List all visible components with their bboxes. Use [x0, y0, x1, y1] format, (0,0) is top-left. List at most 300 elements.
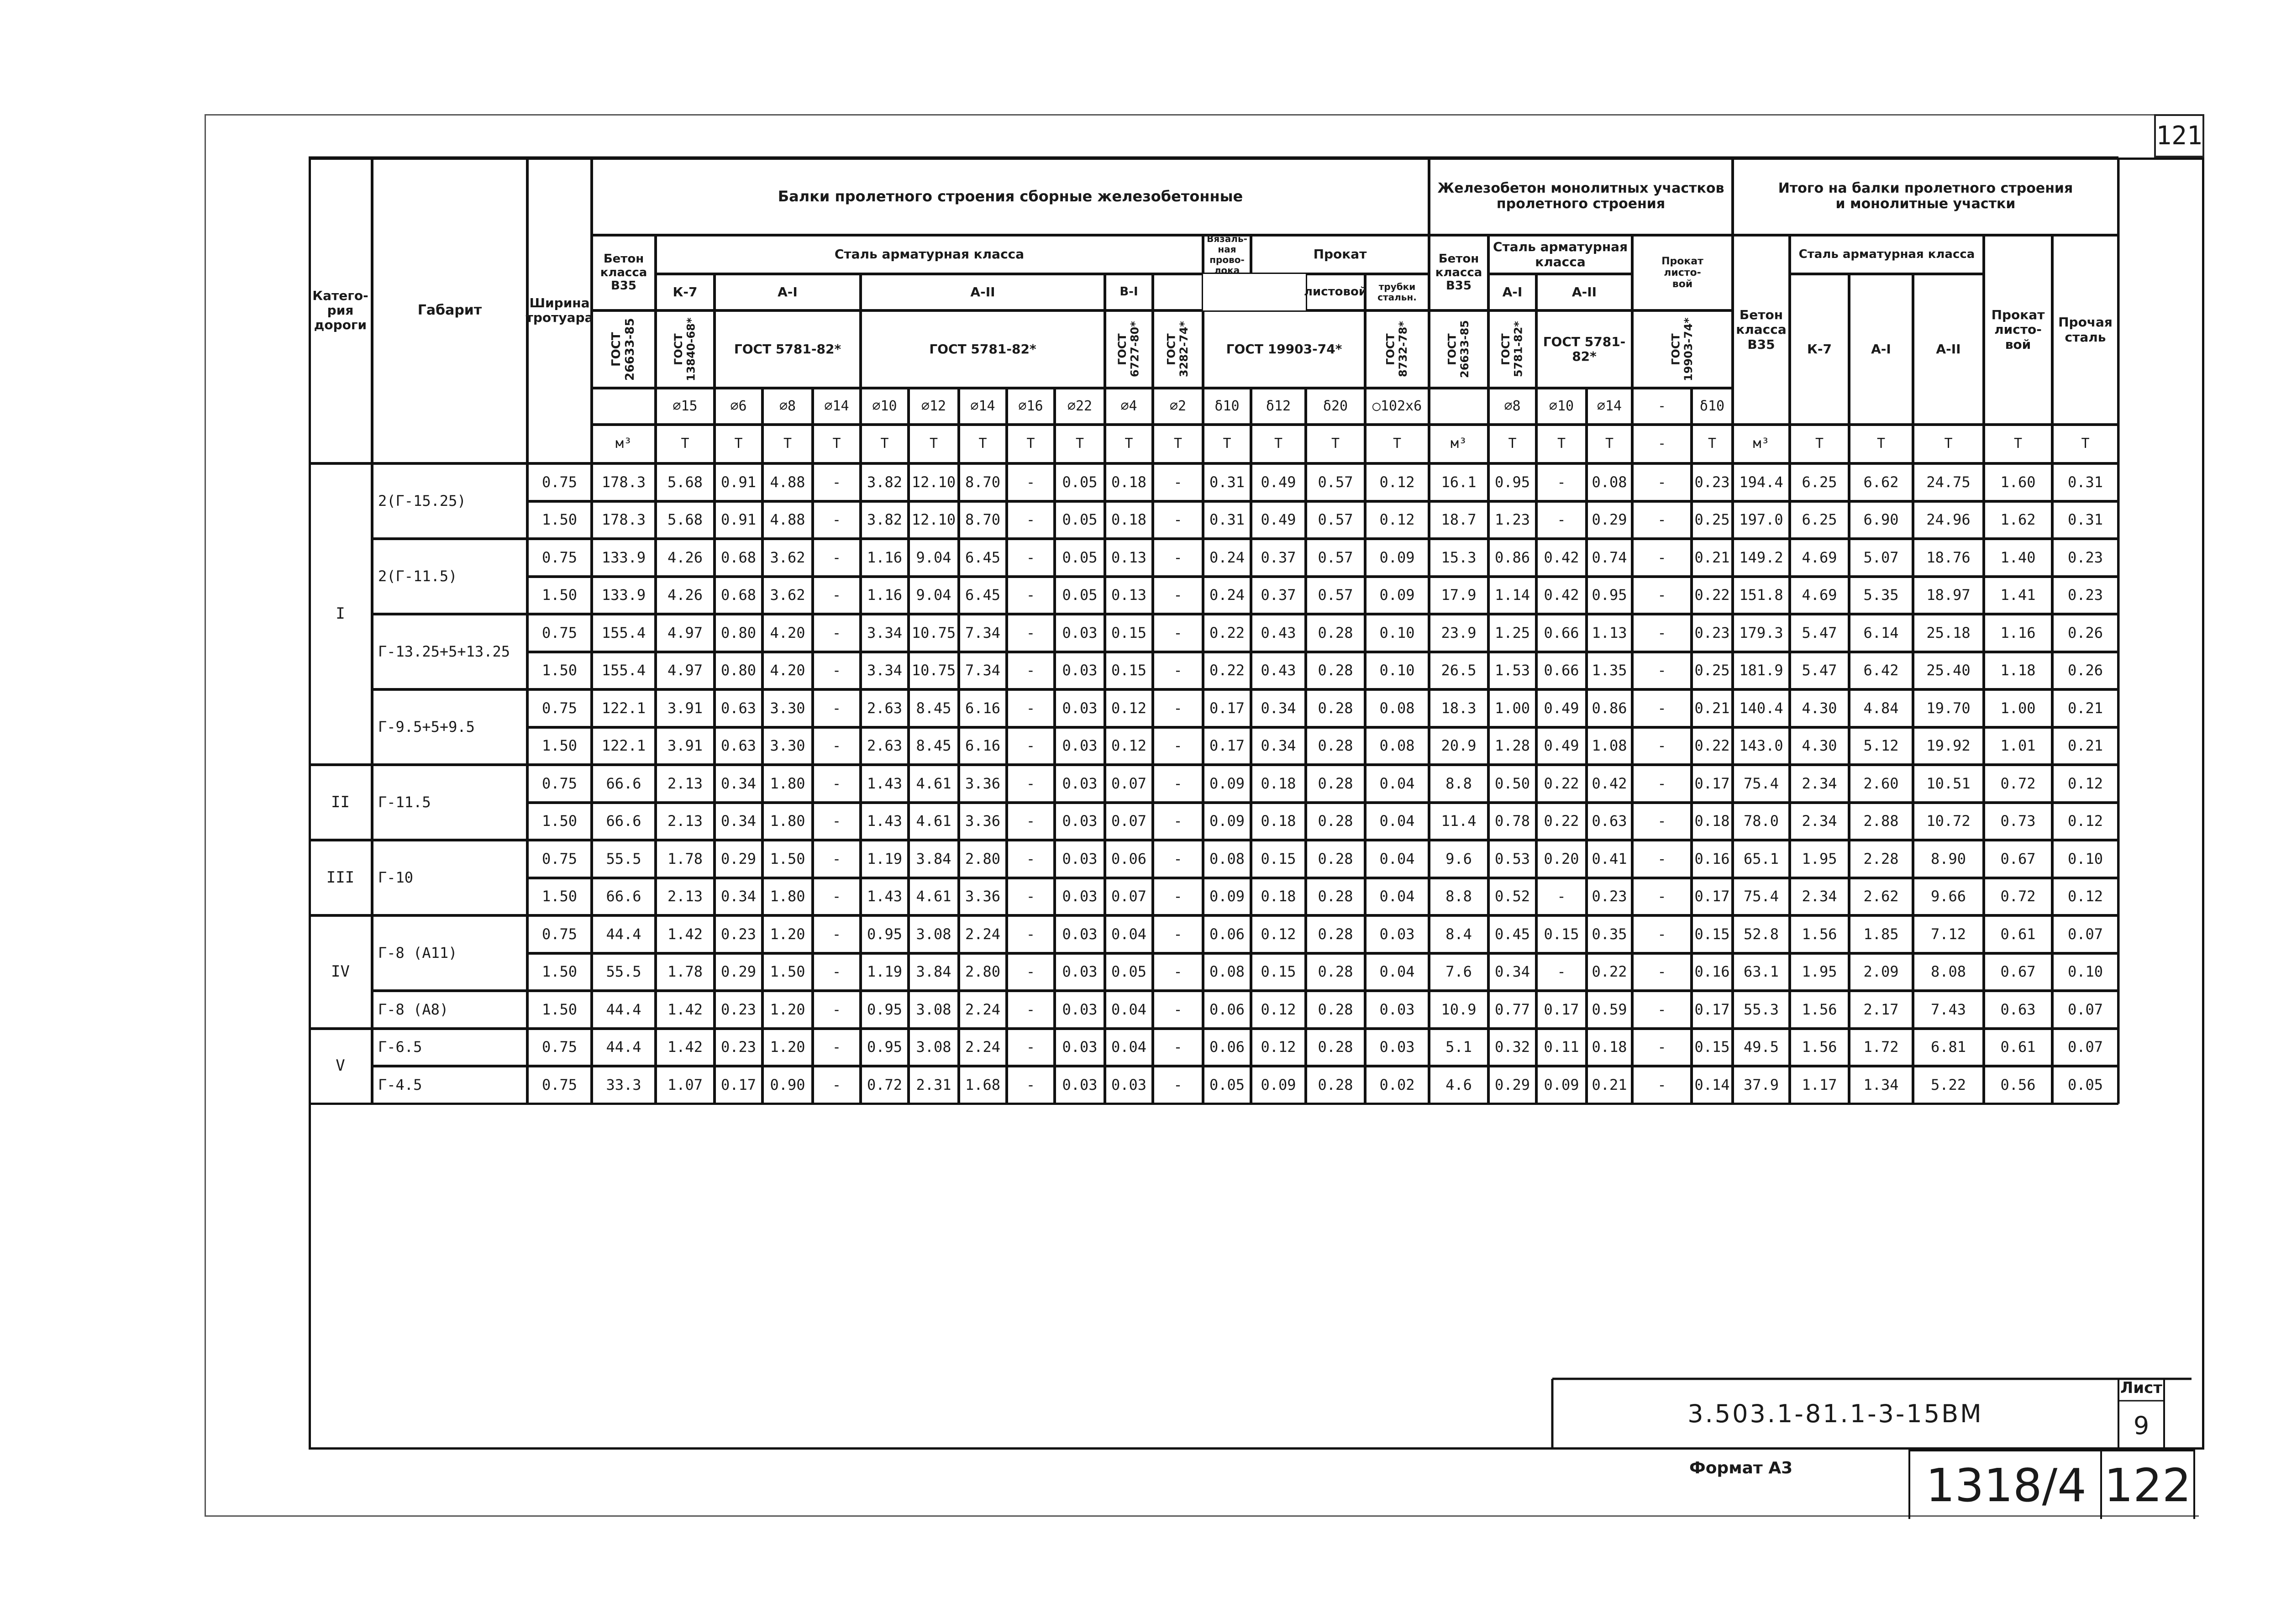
document-code: 3.503.1-81.1-3-15ВМ	[1687, 1399, 1983, 1428]
header-mono-prokat-text: Прокат листо- вой	[1661, 255, 1703, 290]
header-listovoy-text: листовой	[1303, 285, 1367, 299]
table-cell-text: 0.04	[1379, 812, 1415, 830]
table-cell-text: 2.24	[965, 925, 1001, 943]
table-cell-text: 0.03	[1062, 963, 1098, 981]
table-cell-text: 0.17	[1209, 699, 1245, 717]
table-cell-text: 0.03	[1111, 1076, 1147, 1093]
table-cell-text: 1.85	[1863, 925, 1899, 943]
table-cell-text: 5.68	[667, 511, 703, 529]
table-cell-text: 0.74	[1592, 548, 1627, 566]
table-cell-text: 23.9	[1441, 624, 1477, 641]
table-cell-text: 0.24	[1209, 586, 1245, 604]
table-cell-text: 2.63	[867, 737, 903, 755]
table-cell-text: -	[1026, 812, 1035, 830]
table-cell-text: 0.12	[1111, 737, 1147, 755]
unit-label-text: Т	[880, 436, 889, 452]
table-cell-text: 1.80	[770, 888, 805, 905]
table-cell-text: -	[1657, 1000, 1666, 1018]
table-cell-text: 0.22	[1592, 963, 1627, 981]
table-cell-text: 4.6	[1445, 1076, 1472, 1093]
table-cell-text: 0.72	[867, 1076, 903, 1093]
table-cell-text: -	[832, 624, 841, 641]
table-cell-text: 0.75	[541, 850, 578, 867]
table-cell-text: 4.84	[1863, 699, 1899, 717]
table-cell-text: 0.75	[541, 925, 578, 943]
table-cell-text: 4.61	[916, 888, 951, 905]
header-b1-text: В-I	[1119, 285, 1138, 299]
table-cell-text: 0.03	[1062, 925, 1098, 943]
table-cell-text: 0.72	[2000, 774, 2036, 792]
table-cell-text: 1.80	[770, 774, 805, 792]
table-cell-text: 8.8	[1445, 774, 1472, 792]
table-cell-text: 6.16	[965, 699, 1001, 717]
table-cell-text: 1.80	[770, 812, 805, 830]
table-cell-text: -	[1657, 888, 1666, 905]
header-gost-19903-text: ГОСТ 19903-74*	[1226, 341, 1342, 357]
size-label-text: ⌀12	[921, 398, 946, 414]
table-cell-text: -	[1173, 850, 1183, 867]
table-cell-text: 140.4	[1739, 699, 1783, 717]
table-cell-text: -	[1557, 473, 1566, 491]
gabarit-text: Г-10	[378, 869, 414, 887]
table-cell-text: 78.0	[1743, 812, 1779, 830]
table-cell-text: -	[1557, 963, 1566, 981]
table-cell-text: 6.25	[1802, 511, 1837, 529]
table-cell-text: 24.96	[1926, 511, 1971, 529]
table-cell-text: 0.03	[1062, 812, 1098, 830]
table-cell-text: 0.50	[1494, 774, 1530, 792]
table-cell-text: 0.31	[2067, 511, 2103, 529]
header-mono-a1-text: А-I	[1502, 284, 1523, 300]
header-mono-a2-text: А-II	[1571, 284, 1597, 300]
table-cell-text: 25.18	[1926, 624, 1971, 641]
gabarit-text: 2(Г-11.5)	[378, 568, 457, 585]
table-cell-text: -	[832, 1038, 841, 1056]
table-cell-text: 2.34	[1802, 774, 1837, 792]
table-cell-text: 0.28	[1318, 624, 1353, 641]
unit-label-text: Т	[1393, 436, 1402, 452]
table-cell-text: 3.08	[916, 1038, 951, 1056]
table-cell-text: -	[1173, 662, 1183, 679]
table-cell-text: 0.95	[1592, 586, 1627, 604]
size-label-text: -	[1657, 398, 1666, 414]
table-cell-text: 1.50	[541, 511, 578, 529]
table-cell-text: -	[1173, 473, 1183, 491]
table-cell-text: 0.15	[1694, 925, 1730, 943]
table-cell-text: 0.61	[2000, 925, 2036, 943]
unit-label-text: Т	[734, 436, 743, 452]
table-cell-text: 0.08	[1379, 737, 1415, 755]
table-cell-text: 55.5	[606, 963, 641, 981]
table-cell-text: 3.36	[965, 888, 1001, 905]
table-cell-text: 66.6	[606, 774, 641, 792]
table-cell-text: 55.5	[606, 850, 641, 867]
table-cell-text: 0.25	[1694, 511, 1730, 529]
table-cell-text: -	[1026, 624, 1035, 641]
table-cell-text: 1.40	[2000, 548, 2036, 566]
gabarit-text: Г-13.25+5+13.25	[378, 643, 510, 661]
table-cell-text: 0.80	[720, 662, 757, 679]
table-cell-text: 1.50	[541, 586, 578, 604]
table-cell-text: 3.36	[965, 812, 1001, 830]
header-total-steel-text: Сталь арматурная класса	[1798, 247, 1975, 261]
table-cell-text: 0.17	[1694, 1000, 1730, 1018]
table-cell-text: 2.31	[916, 1076, 951, 1093]
unit-label-text: Т	[978, 436, 987, 452]
table-cell-text: 0.42	[1544, 548, 1579, 566]
table-cell-text: 1.42	[667, 1038, 703, 1056]
header-total-beton-text: Бетон класса В35	[1736, 307, 1787, 352]
table-cell-text: -	[1026, 1038, 1035, 1056]
table-cell-text: 0.78	[1494, 812, 1530, 830]
table-cell-text: 0.34	[720, 774, 757, 792]
table-cell-text: 5.1	[1445, 1038, 1472, 1056]
header-a2-text: А-II	[970, 284, 995, 300]
table-cell-text: 0.37	[1261, 586, 1296, 604]
table-cell-text: -	[1657, 737, 1666, 755]
table-cell-text: 0.03	[1062, 1000, 1098, 1018]
road-category-text: I	[336, 604, 345, 623]
table-cell-text: -	[1173, 511, 1183, 529]
table-cell-text: 0.28	[1318, 662, 1353, 679]
table-cell-text: -	[1026, 699, 1035, 717]
table-cell-text: -	[1657, 812, 1666, 830]
unit-label-text: м³	[1753, 436, 1770, 452]
table-cell-text: 0.23	[720, 1000, 757, 1018]
table-cell-text: 0.90	[770, 1076, 805, 1093]
table-cell-text: 0.12	[1111, 699, 1147, 717]
table-cell-text: 0.28	[1318, 963, 1353, 981]
table-cell-text: 0.80	[720, 624, 757, 641]
table-cell-text: 4.97	[667, 624, 703, 641]
table-cell-text: 0.95	[867, 1038, 903, 1056]
gabarit-text: Г-9.5+5+9.5	[378, 718, 475, 736]
table-cell-text: 194.4	[1739, 473, 1783, 491]
table-cell-text: 6.81	[1930, 1038, 1966, 1056]
table-cell-text: -	[1657, 699, 1666, 717]
table-cell-text: 133.9	[601, 586, 646, 604]
table-cell-text: 0.75	[541, 1076, 578, 1093]
table-cell-text: 2.80	[965, 963, 1001, 981]
table-cell-text: 2.13	[667, 888, 703, 905]
table-cell-text: 0.63	[2000, 1000, 2036, 1018]
table-cell-text: 0.17	[1694, 888, 1730, 905]
table-cell-text: 0.49	[1544, 737, 1579, 755]
table-cell-text: 0.12	[1261, 925, 1296, 943]
table-cell-text: 4.88	[770, 473, 805, 491]
table-cell-text: 0.18	[1111, 511, 1147, 529]
table-cell-text: 0.05	[1111, 963, 1147, 981]
table-cell-text: 0.28	[1318, 699, 1353, 717]
table-cell-text: 3.91	[667, 737, 703, 755]
table-cell-text: -	[1657, 473, 1666, 491]
unit-label-text: м³	[1450, 436, 1467, 452]
table-cell-text: 0.23	[2067, 548, 2103, 566]
table-cell-text: 0.20	[1544, 850, 1579, 867]
size-label-text: ⌀14	[1597, 398, 1622, 414]
unit-label-text: Т	[1557, 436, 1566, 452]
table-cell-text: 1.95	[1802, 963, 1837, 981]
table-cell-text: 0.42	[1544, 586, 1579, 604]
table-cell-text: 0.15	[1111, 662, 1147, 679]
table-cell-text: 1.34	[1863, 1076, 1899, 1093]
table-cell-text: 0.12	[1261, 1000, 1296, 1018]
table-cell-text: 0.56	[2000, 1076, 2036, 1093]
table-cell-text: 8.4	[1445, 925, 1472, 943]
header-total-a2-text: А-II	[1936, 341, 1961, 357]
table-cell-text: 155.4	[601, 662, 646, 679]
unit-label-text: Т	[681, 436, 689, 452]
table-cell-text: 3.34	[867, 624, 903, 641]
table-cell-text: 0.03	[1379, 1038, 1415, 1056]
table-cell-text: 0.10	[2067, 963, 2103, 981]
table-cell-text: 1.14	[1494, 586, 1530, 604]
table-cell-text: 0.15	[1261, 963, 1296, 981]
table-cell-text: -	[1026, 737, 1035, 755]
table-cell-text: 0.04	[1379, 774, 1415, 792]
table-cell-text: 0.13	[1111, 586, 1147, 604]
table-cell-text: 0.13	[1111, 548, 1147, 566]
table-cell-text: 0.09	[1379, 586, 1415, 604]
table-cell-text: 2.60	[1863, 774, 1899, 792]
table-cell-text: -	[1557, 511, 1566, 529]
table-cell-text: -	[1173, 1076, 1183, 1093]
gabarit-text: Г-8 (А11)	[378, 944, 457, 962]
table-cell-text: 0.34	[720, 812, 757, 830]
table-cell-text: 0.49	[1544, 699, 1579, 717]
table-cell-text: 0.91	[720, 511, 757, 529]
table-cell-text: 181.9	[1739, 662, 1783, 679]
size-label-text: ⌀2	[1169, 398, 1187, 414]
table-cell-text: -	[1657, 774, 1666, 792]
table-cell-text: 0.03	[1062, 662, 1098, 679]
header-gost-5781-a2-text: ГОСТ 5781-82*	[929, 341, 1036, 357]
table-cell-text: 0.75	[541, 548, 578, 566]
table-cell-text: 0.28	[1318, 737, 1353, 755]
table-cell-text: -	[1657, 586, 1666, 604]
header-precast-steel-text: Сталь арматурная класса	[834, 247, 1025, 262]
unit-label-text: Т	[1331, 436, 1340, 452]
unit-label-text: Т	[1223, 436, 1231, 452]
sheet-label: Лист	[2120, 1379, 2162, 1397]
table-cell-text: 2.63	[867, 699, 903, 717]
table-cell-text: 1.08	[1592, 737, 1627, 755]
unit-label-text: м³	[615, 436, 632, 452]
table-cell-text: 2.24	[965, 1038, 1001, 1056]
table-cell-text: 4.30	[1802, 737, 1837, 755]
table-cell-text: -	[832, 812, 841, 830]
table-cell-text: 0.09	[1209, 774, 1245, 792]
table-cell-text: 0.12	[2067, 774, 2103, 792]
table-cell-text: 0.34	[720, 888, 757, 905]
table-cell-text: 26.5	[1441, 662, 1477, 679]
header-total-text: Итого на балки пролетного строения и монолитные участки	[1778, 180, 2073, 212]
table-cell-text: 1.78	[667, 963, 703, 981]
table-cell-text: 3.30	[770, 699, 805, 717]
table-cell-text: 0.53	[1494, 850, 1530, 867]
table-cell-text: 19.70	[1926, 699, 1971, 717]
table-cell-text: -	[832, 699, 841, 717]
table-cell-text: -	[1026, 963, 1035, 981]
gabarit-text: Г-6.5	[378, 1038, 422, 1056]
table-cell-text: 0.52	[1494, 888, 1530, 905]
table-cell-text: 0.22	[1209, 624, 1245, 641]
table-cell-text: -	[832, 850, 841, 867]
table-cell-text: 0.04	[1111, 925, 1147, 943]
table-cell-text: 0.49	[1261, 511, 1296, 529]
table-cell-text: -	[832, 662, 841, 679]
table-cell-text: 0.57	[1318, 586, 1353, 604]
table-cell-text: 0.23	[720, 1038, 757, 1056]
table-cell-text: -	[1026, 548, 1035, 566]
size-label-text: δ10	[1214, 398, 1240, 414]
table-cell-text: 0.04	[1379, 850, 1415, 867]
road-category-text: IV	[331, 962, 350, 981]
table-cell-text: 0.09	[1209, 888, 1245, 905]
table-cell-text: 11.4	[1441, 812, 1477, 830]
table-cell-text: 122.1	[601, 699, 646, 717]
table-cell-text: 0.63	[1592, 812, 1627, 830]
table-cell-text: 0.17	[1544, 1000, 1579, 1018]
table-cell-text: 18.7	[1441, 511, 1477, 529]
table-cell-text: -	[832, 1076, 841, 1093]
table-cell-text: 5.68	[667, 473, 703, 491]
table-cell-text: 0.31	[1209, 511, 1245, 529]
table-cell-text: 0.75	[541, 473, 578, 491]
table-cell-text: 0.07	[1111, 774, 1147, 792]
table-cell-text: 1.16	[867, 548, 903, 566]
table-cell-text: -	[832, 774, 841, 792]
table-cell-text: 0.86	[1494, 548, 1530, 566]
format-label: Формат А3	[1689, 1459, 1793, 1477]
table-cell-text: 0.03	[1062, 737, 1098, 755]
table-cell-text: 0.09	[1261, 1076, 1296, 1093]
size-label-text: ⌀4	[1120, 398, 1137, 414]
table-cell-text: 1.13	[1592, 624, 1627, 641]
table-cell-text: 0.34	[1261, 699, 1296, 717]
table-cell-text: -	[1173, 699, 1183, 717]
table-cell-text: 0.17	[1209, 737, 1245, 755]
table-cell-text: 0.22	[1694, 586, 1730, 604]
road-category-text: V	[336, 1056, 345, 1075]
table-cell-text: 1.19	[867, 963, 903, 981]
table-cell-text: 0.86	[1592, 699, 1627, 717]
table-cell-text: 0.28	[1318, 1000, 1353, 1018]
table-cell-text: 1.72	[1863, 1038, 1899, 1056]
table-cell-text: 4.61	[916, 812, 951, 830]
size-label-text: ⌀15	[673, 398, 698, 414]
header-total-a1-text: А-I	[1871, 341, 1891, 357]
table-cell-text: 0.34	[1494, 963, 1530, 981]
table-cell-text: 0.12	[2067, 812, 2103, 830]
table-cell-text: 0.21	[1694, 699, 1730, 717]
table-cell-text: 3.36	[965, 774, 1001, 792]
table-cell-text: 0.07	[2067, 1038, 2103, 1056]
table-cell-text: 7.43	[1930, 1000, 1966, 1018]
table-cell-text: 0.61	[2000, 1038, 2036, 1056]
table-cell-text: 4.69	[1802, 586, 1837, 604]
table-cell-text: 19.92	[1926, 737, 1971, 755]
size-label-text: ⌀8	[779, 398, 796, 414]
table-cell-text: 6.14	[1863, 624, 1899, 641]
header-gost-13840-text: ГОСТ 13840-68*	[672, 317, 698, 381]
table-cell-text: 7.34	[965, 662, 1001, 679]
table-cell-text: 3.62	[770, 548, 805, 566]
table-cell-text: -	[1657, 548, 1666, 566]
table-cell-text: 0.22	[1694, 737, 1730, 755]
table-cell-text: 0.05	[1062, 586, 1098, 604]
size-label-text: ⌀16	[1018, 398, 1043, 414]
table-cell-text: 3.84	[916, 850, 951, 867]
table-cell-text: 66.6	[606, 888, 641, 905]
unit-label-text: -	[1657, 436, 1666, 452]
table-cell-text: 4.69	[1802, 548, 1837, 566]
table-cell-text: 5.22	[1930, 1076, 1966, 1093]
table-cell-text: 0.06	[1209, 1000, 1245, 1018]
table-cell-text: 12.10	[911, 473, 956, 491]
table-cell-text: 8.70	[965, 511, 1001, 529]
table-cell-text: 3.30	[770, 737, 805, 755]
table-cell-text: 65.1	[1743, 850, 1779, 867]
table-cell-text: 0.29	[720, 963, 757, 981]
table-cell-text: 0.03	[1379, 1000, 1415, 1018]
table-cell-text: -	[1657, 963, 1666, 981]
table-cell-text: -	[1657, 1076, 1666, 1093]
table-cell-text: 6.25	[1802, 473, 1837, 491]
table-cell-text: 0.45	[1494, 925, 1530, 943]
table-cell-text: -	[1026, 662, 1035, 679]
table-cell-text: 0.05	[1209, 1076, 1245, 1093]
table-cell-text: 0.75	[541, 624, 578, 641]
table-cell-text: 9.04	[916, 548, 951, 566]
table-cell-text: 0.23	[2067, 586, 2103, 604]
size-label-text: ⌀8	[1504, 398, 1521, 414]
table-cell-text: 4.97	[667, 662, 703, 679]
table-cell-text: 0.07	[2067, 1000, 2103, 1018]
table-cell-text: 0.23	[1694, 473, 1730, 491]
table-cell-text: 0.26	[2067, 624, 2103, 641]
table-cell-text: 4.20	[770, 624, 805, 641]
header-precast-beton-text: Бетон класса В35	[600, 252, 647, 293]
table-cell-text: 52.8	[1743, 925, 1779, 943]
table-cell-text: 1.43	[867, 774, 903, 792]
table-cell-text: -	[1173, 925, 1183, 943]
table-cell-text: 0.07	[1111, 812, 1147, 830]
table-cell-text: 18.76	[1926, 548, 1971, 566]
table-cell-text: 1.00	[2000, 699, 2036, 717]
table-cell-text: -	[1026, 925, 1035, 943]
table-cell-text: 0.35	[1592, 925, 1627, 943]
table-cell-text: -	[1026, 888, 1035, 905]
unit-label-text: Т	[1815, 436, 1824, 452]
table-cell-text: 1.50	[541, 1000, 578, 1018]
table-cell-text: 2.24	[965, 1000, 1001, 1018]
table-cell-text: 10.75	[911, 624, 956, 641]
header-gost-3282-text: ГОСТ 3282-74*	[1165, 321, 1190, 378]
header-prokat-text: Прокат	[1313, 247, 1367, 262]
table-cell-text: 4.30	[1802, 699, 1837, 717]
table-cell-text: 0.08	[1209, 963, 1245, 981]
size-label-text: ⌀6	[730, 398, 747, 414]
header-gost-8732-text: ГОСТ 8732-78*	[1384, 321, 1409, 378]
table-cell-text: 0.21	[1694, 548, 1730, 566]
size-label-text: δ12	[1266, 398, 1291, 414]
table-cell-text: 2.09	[1863, 963, 1899, 981]
table-cell-text: 0.04	[1379, 963, 1415, 981]
table-cell-text: 0.28	[1318, 1038, 1353, 1056]
table-cell-text: 8.90	[1930, 850, 1966, 867]
table-cell-text: 20.9	[1441, 737, 1477, 755]
